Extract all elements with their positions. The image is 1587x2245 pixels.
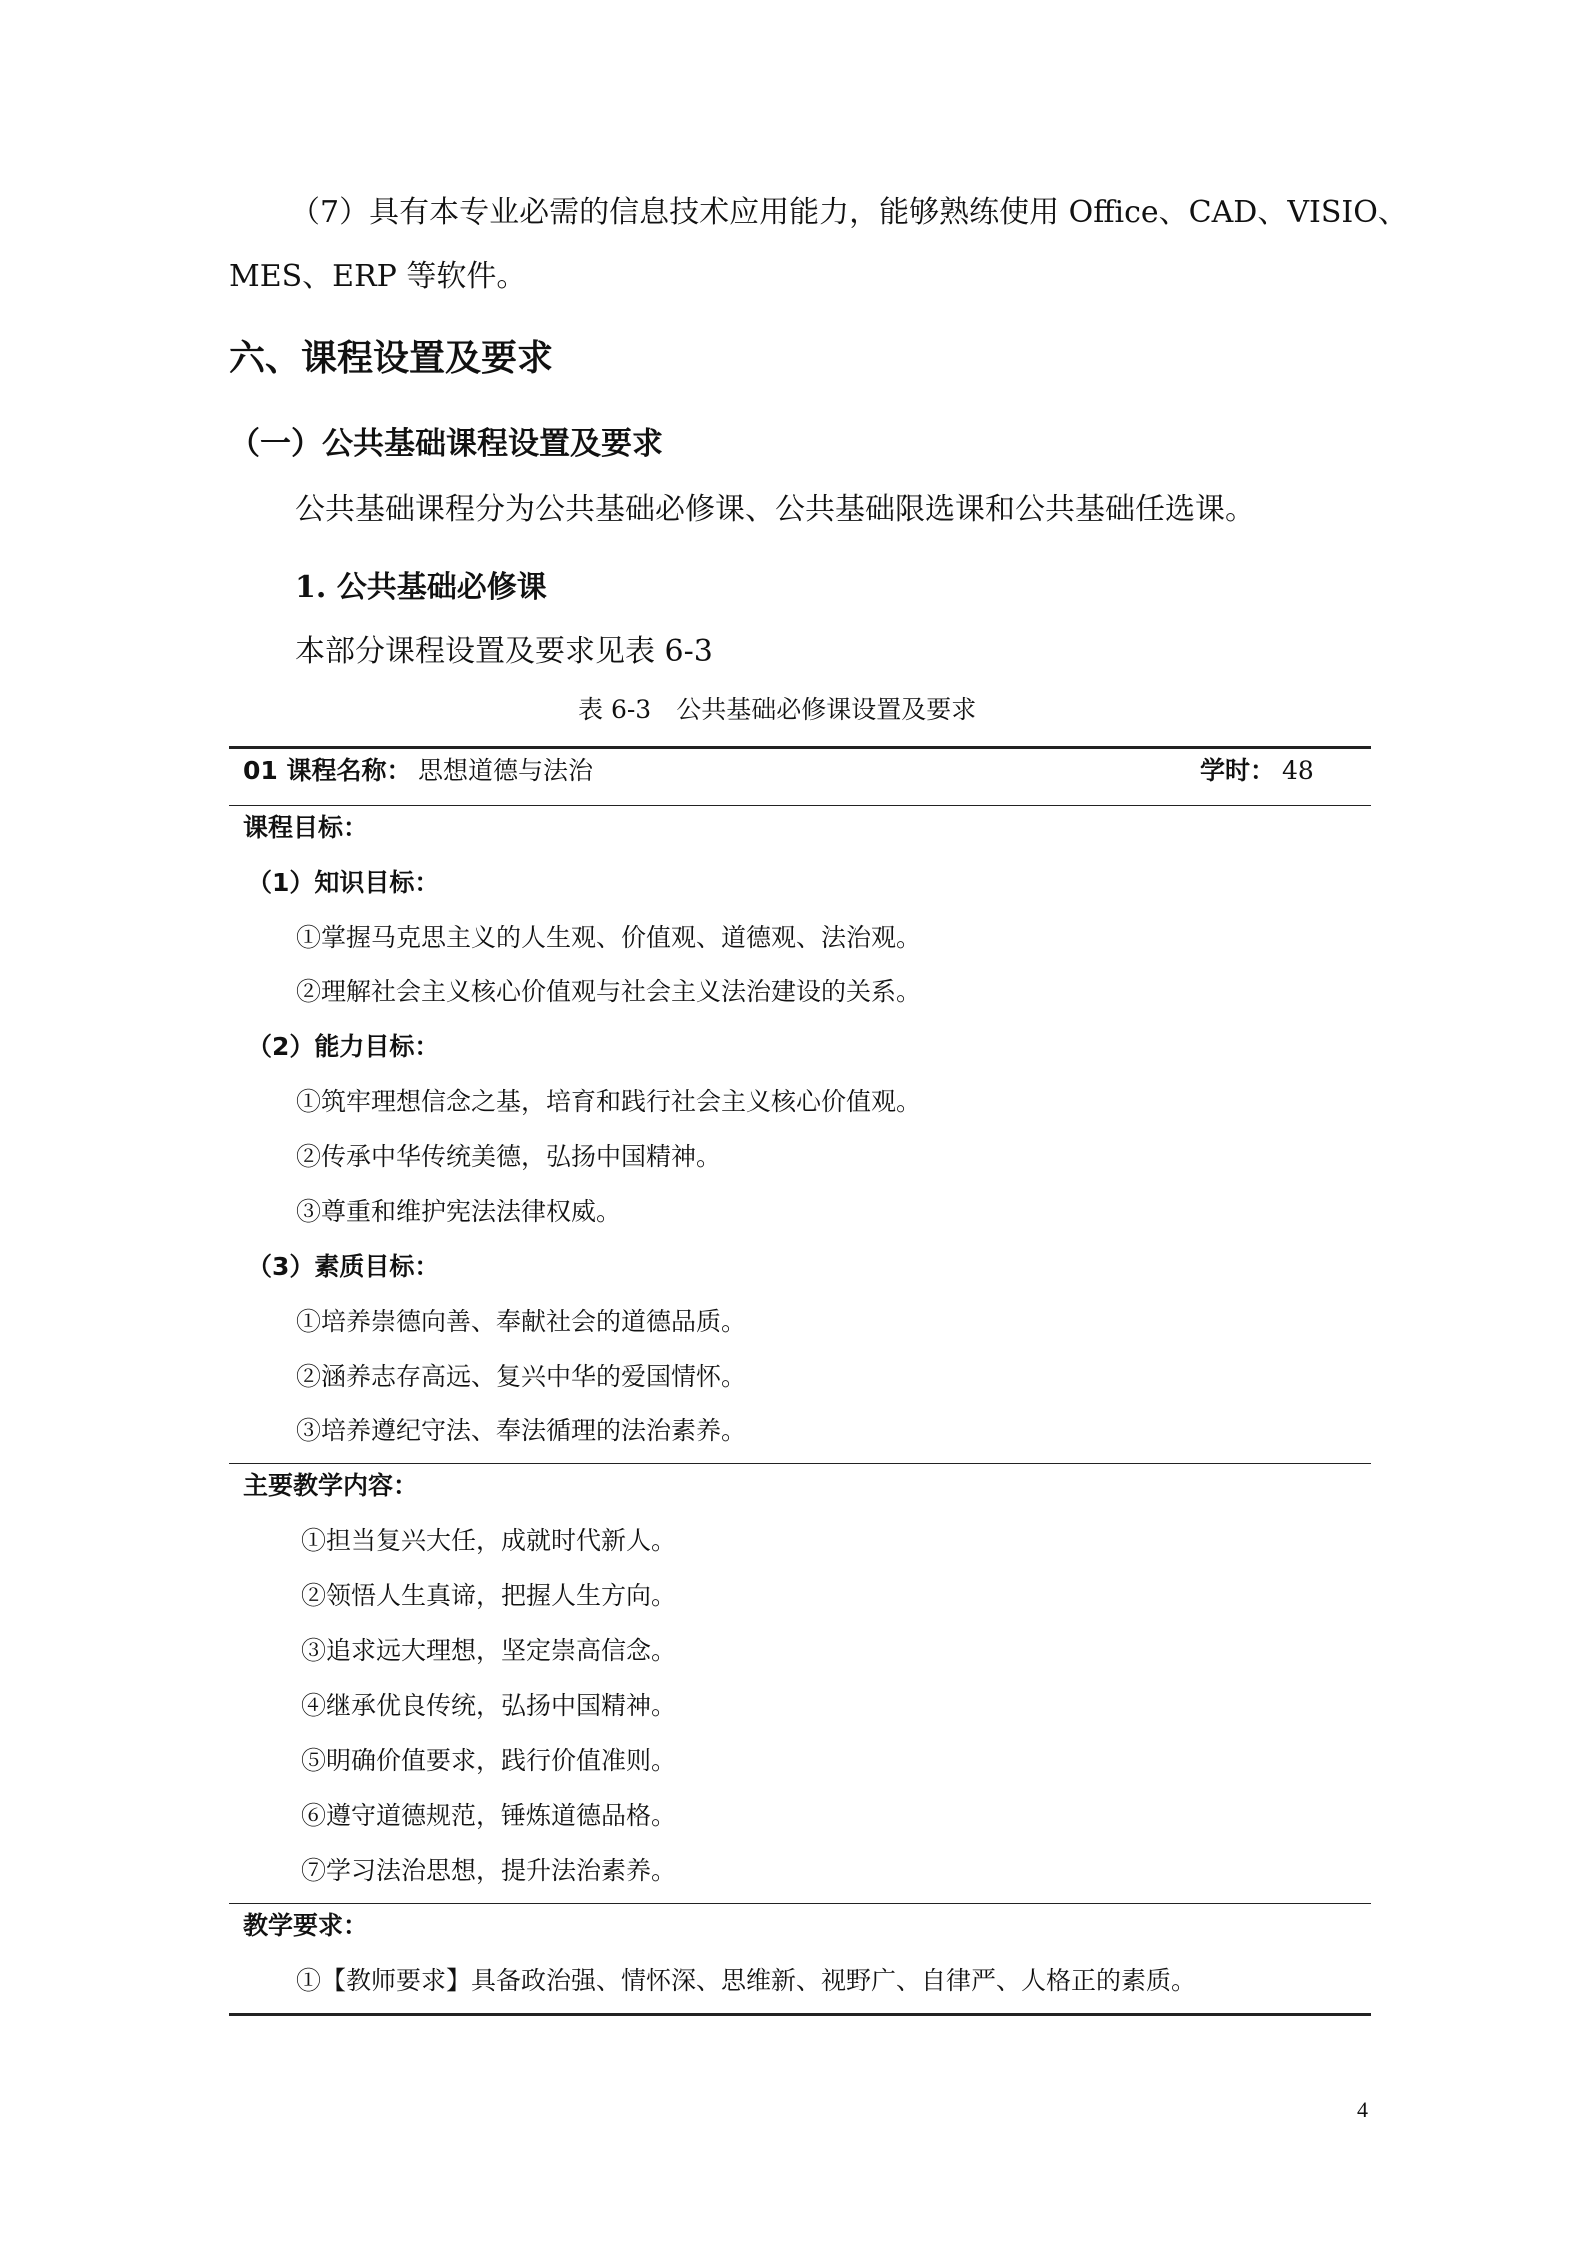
subsection-title: （一）公共基础课程设置及要求 — [229, 426, 663, 462]
knowledge-item: ②理解社会主义核心价值观与社会主义法治建设的关系。 — [296, 977, 922, 1006]
intro-line-2: MES、ERP 等软件。 — [229, 259, 527, 294]
ability-item: ③尊重和维护宪法法律权威。 — [296, 1197, 622, 1226]
table-top-rule — [229, 746, 1371, 749]
goals-heading: 课程目标： — [243, 813, 369, 842]
content-item: ③追求远大理想，坚定崇高信念。 — [301, 1636, 677, 1665]
intro-line-1: （7）具有本专业必需的信息技术应用能力，能够熟练使用 Office、CAD、VISIO、 — [290, 195, 1408, 230]
row-divider — [229, 1903, 1371, 1904]
hours-value: 48 — [1282, 756, 1314, 785]
quality-heading: （3）素质目标： — [247, 1252, 440, 1281]
page-number: 4 — [1357, 2097, 1368, 2122]
quality-item: ③培养遵纪守法、奉法循理的法治素养。 — [296, 1416, 747, 1445]
ability-heading: （2）能力目标： — [247, 1032, 440, 1061]
subsection-text: 公共基础课程分为公共基础必修课、公共基础限选课和公共基础任选课。 — [295, 492, 1255, 527]
course-name-label: 01 课程名称： — [243, 756, 412, 785]
content-heading: 主要教学内容： — [243, 1471, 419, 1500]
requirements-heading: 教学要求： — [243, 1911, 369, 1940]
content-item: ①担当复兴大任，成就时代新人。 — [301, 1526, 677, 1555]
content-item: ⑦学习法治思想，提升法治素养。 — [301, 1856, 677, 1885]
section-title: 六、课程设置及要求 — [229, 338, 554, 379]
knowledge-heading: （1）知识目标： — [247, 868, 440, 897]
quality-item: ②涵养志存高远、复兴中华的爱国情怀。 — [296, 1362, 747, 1391]
table-bottom-rule — [229, 2013, 1371, 2016]
row-divider — [229, 805, 1371, 806]
content-item: ④继承优良传统，弘扬中国精神。 — [301, 1691, 677, 1720]
ability-item: ②传承中华传统美德，弘扬中国精神。 — [296, 1142, 722, 1171]
table-caption: 表 6-3 公共基础必修课设置及要求 — [578, 695, 977, 724]
content-item: ②领悟人生真谛，把握人生方向。 — [301, 1581, 677, 1610]
ability-item: ①筑牢理想信念之基，培育和践行社会主义核心价值观。 — [296, 1087, 922, 1116]
content-item: ⑥遵守道德规范，锤炼道德品格。 — [301, 1801, 677, 1830]
row-divider — [229, 1463, 1371, 1464]
hours-label: 学时： — [1200, 756, 1276, 785]
item-title: 1. 公共基础必修课 — [295, 570, 547, 605]
knowledge-item: ①掌握马克思主义的人生观、价值观、道德观、法治观。 — [296, 923, 922, 952]
content-item: ⑤明确价值要求，践行价值准则。 — [301, 1746, 677, 1775]
requirements-item: ①【教师要求】具备政治强、情怀深、思维新、视野广、自律严、人格正的素质。 — [296, 1966, 1197, 1995]
item-text: 本部分课程设置及要求见表 6-3 — [295, 634, 713, 669]
course-name: 思想道德与法治 — [418, 756, 594, 785]
quality-item: ①培养崇德向善、奉献社会的道德品质。 — [296, 1307, 747, 1336]
